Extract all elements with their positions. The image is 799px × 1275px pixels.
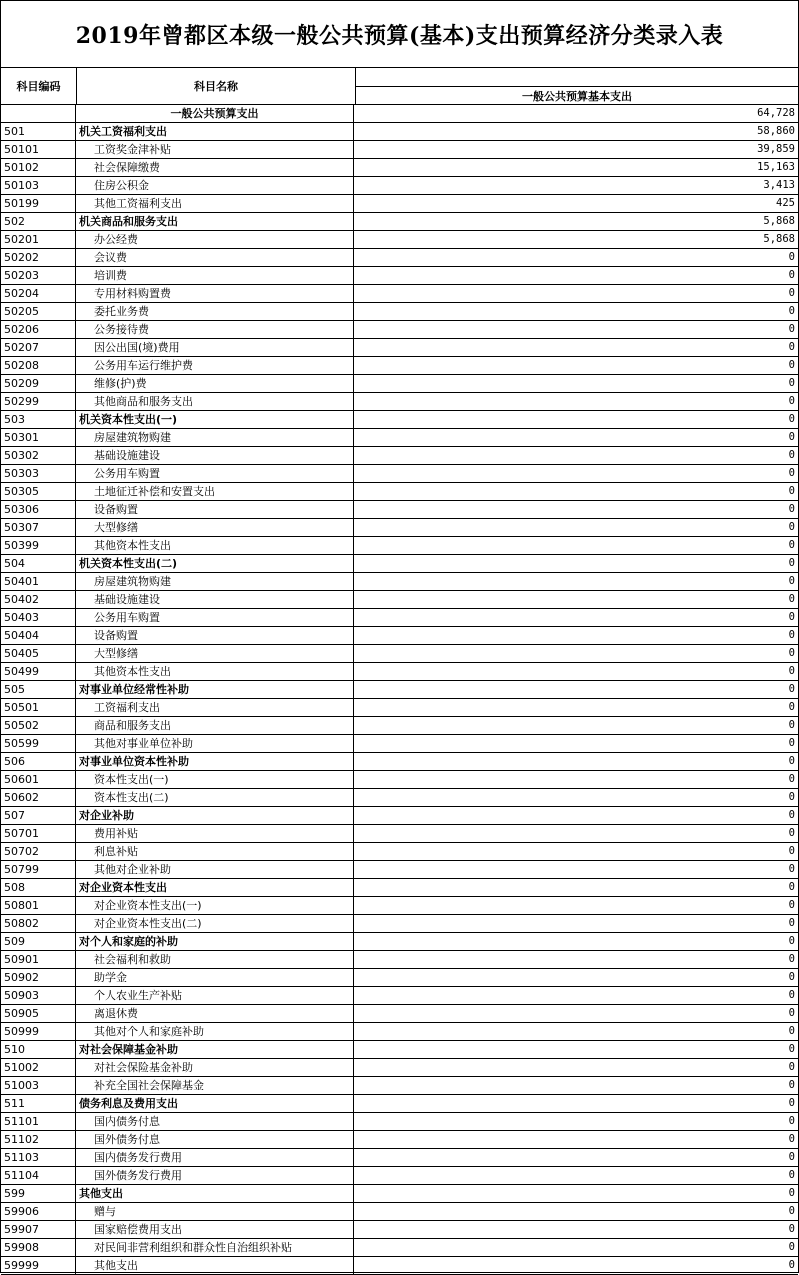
row-name: 利息补贴: [76, 843, 354, 860]
row-value: 0: [788, 629, 795, 641]
row-code: 50602: [1, 789, 76, 806]
table-row: [1, 231, 798, 249]
row-value: 0: [788, 809, 795, 821]
row-code: 50301: [1, 429, 76, 446]
row-code: 59999: [1, 1257, 76, 1274]
row-code: 50802: [1, 915, 76, 932]
table-row: [1, 645, 798, 663]
table-row: [1, 987, 798, 1005]
row-code: 50901: [1, 951, 76, 968]
row-value: 0: [788, 1115, 795, 1127]
table-row: [1, 843, 798, 861]
row-code: 50801: [1, 897, 76, 914]
row-name: 对企业补助: [76, 807, 354, 824]
row-value: 39,859: [757, 143, 795, 155]
table-row: [1, 789, 798, 807]
row-code: 50307: [1, 519, 76, 536]
row-name: 其他商品和服务支出: [76, 393, 354, 410]
row-value: 0: [788, 575, 795, 587]
row-name: 费用补贴: [76, 825, 354, 842]
table-row: [1, 285, 798, 303]
row-name: 国外债务发行费用: [76, 1167, 354, 1184]
table-row: [1, 1257, 798, 1275]
row-code: 511: [1, 1095, 76, 1112]
row-name: 对企业资本性支出(二): [76, 915, 354, 932]
table-row: [1, 519, 798, 537]
row-code: 599: [1, 1185, 76, 1202]
row-value: 0: [788, 863, 795, 875]
row-value: 0: [788, 971, 795, 983]
table-row: [1, 1113, 798, 1131]
row-code: 50903: [1, 987, 76, 1004]
row-name: 培训费: [76, 267, 354, 284]
row-name: 一般公共预算支出: [76, 105, 354, 122]
table-row: [1, 339, 798, 357]
table-row: [1, 681, 798, 699]
row-value: 64,728: [757, 107, 795, 119]
row-code: 50303: [1, 465, 76, 482]
table-row: [1, 933, 798, 951]
row-code: 50302: [1, 447, 76, 464]
row-name: 国家赔偿费用支出: [76, 1221, 354, 1238]
table-row: [1, 1203, 798, 1221]
row-value: 0: [788, 881, 795, 893]
table-row: [1, 609, 798, 627]
row-name: 对企业资本性支出: [76, 879, 354, 896]
row-value: 0: [788, 251, 795, 263]
row-code: 50905: [1, 1005, 76, 1022]
row-name: 其他工资福利支出: [76, 195, 354, 212]
row-value: 0: [788, 899, 795, 911]
row-value: 0: [788, 989, 795, 1001]
row-name: 机关商品和服务支出: [76, 213, 354, 230]
table-row: [1, 807, 798, 825]
header-name: 科目名称: [77, 68, 356, 104]
row-code: 50902: [1, 969, 76, 986]
row-name: 基础设施建设: [76, 591, 354, 608]
row-name: 其他支出: [76, 1185, 354, 1202]
row-name: 办公经费: [76, 231, 354, 248]
row-name: 公务接待费: [76, 321, 354, 338]
row-code: 59908: [1, 1239, 76, 1256]
table-row: [1, 537, 798, 555]
row-name: 对社会保险基金补助: [76, 1059, 354, 1076]
row-name: 国外债务付息: [76, 1131, 354, 1148]
row-code: 50206: [1, 321, 76, 338]
row-value: 0: [788, 413, 795, 425]
row-name: 个人农业生产补贴: [76, 987, 354, 1004]
row-name: 补充全国社会保障基金: [76, 1077, 354, 1094]
row-code: 50403: [1, 609, 76, 626]
row-code: 50103: [1, 177, 76, 194]
row-value: 0: [788, 557, 795, 569]
table-row: [1, 375, 798, 393]
row-value: 0: [788, 341, 795, 353]
table-row: [1, 213, 798, 231]
table-row: [1, 1005, 798, 1023]
row-name: 基础设施建设: [76, 447, 354, 464]
row-value: 425: [776, 197, 795, 209]
row-value: 0: [788, 917, 795, 929]
table-row: [1, 1167, 798, 1185]
row-value: 5,868: [763, 233, 795, 245]
row-value: 0: [788, 287, 795, 299]
header-code: 科目编码: [1, 68, 77, 104]
row-name: 公务用车运行维护费: [76, 357, 354, 374]
row-name: 因公出国(境)费用: [76, 339, 354, 356]
row-value: 0: [788, 1187, 795, 1199]
row-code: 50208: [1, 357, 76, 374]
table-row: [1, 591, 798, 609]
row-name: 房屋建筑物购建: [76, 573, 354, 590]
row-value: 5,868: [763, 215, 795, 227]
table-row: [1, 249, 798, 267]
table-row: [1, 879, 798, 897]
table-row: [1, 1149, 798, 1167]
row-value: 0: [788, 773, 795, 785]
row-name: 其他资本性支出: [76, 663, 354, 680]
table-row: [1, 699, 798, 717]
header-value-group: [356, 68, 798, 104]
row-value: 0: [788, 791, 795, 803]
table-row: [1, 267, 798, 285]
row-code: 50204: [1, 285, 76, 302]
row-code: 50799: [1, 861, 76, 878]
table-row: [1, 1239, 798, 1257]
row-code: 50399: [1, 537, 76, 554]
row-code: 51101: [1, 1113, 76, 1130]
row-code: 50209: [1, 375, 76, 392]
table-row: [1, 483, 798, 501]
row-name: 资本性支出(一): [76, 771, 354, 788]
row-code: 510: [1, 1041, 76, 1058]
row-value: 3,413: [763, 179, 795, 191]
title-row: [1, 1, 798, 68]
row-value: 0: [788, 719, 795, 731]
row-name: 其他对企业补助: [76, 861, 354, 878]
row-code: 51003: [1, 1077, 76, 1094]
row-code: 502: [1, 213, 76, 230]
table-row: [1, 123, 798, 141]
row-code: 51103: [1, 1149, 76, 1166]
row-code: 50402: [1, 591, 76, 608]
row-value: 0: [788, 269, 795, 281]
table-row: [1, 573, 798, 591]
row-value: 0: [788, 305, 795, 317]
row-value: 0: [788, 683, 795, 695]
row-name: 专用材料购置费: [76, 285, 354, 302]
row-code: 50999: [1, 1023, 76, 1040]
page-title: 2019年曾都区本级一般公共预算(基本)支出预算经济分类录入表: [75, 22, 724, 49]
row-code: 50102: [1, 159, 76, 176]
row-value: 0: [788, 755, 795, 767]
row-value: 0: [788, 539, 795, 551]
row-name: 资本性支出(二): [76, 789, 354, 806]
table-row: [1, 771, 798, 789]
row-name: 公务用车购置: [76, 465, 354, 482]
row-value: 0: [788, 845, 795, 857]
table-row: [1, 753, 798, 771]
row-name: 对个人和家庭的补助: [76, 933, 354, 950]
row-name: 债务利息及费用支出: [76, 1095, 354, 1112]
row-code: 504: [1, 555, 76, 572]
row-code: 50305: [1, 483, 76, 500]
row-name: 委托业务费: [76, 303, 354, 320]
row-value: 0: [788, 377, 795, 389]
table-row: [1, 861, 798, 879]
row-code: 509: [1, 933, 76, 950]
table-row: [1, 465, 798, 483]
row-code: 50405: [1, 645, 76, 662]
row-name: 对民间非营利组织和群众性自治组织补贴: [76, 1239, 354, 1256]
row-code: 50501: [1, 699, 76, 716]
row-value: 0: [788, 1205, 795, 1217]
row-value: 0: [788, 449, 795, 461]
row-name: 对社会保障基金补助: [76, 1041, 354, 1058]
row-code: 501: [1, 123, 76, 140]
row-value: 0: [788, 521, 795, 533]
row-name: 机关工资福利支出: [76, 123, 354, 140]
row-code: 50499: [1, 663, 76, 680]
row-name: 其他支出: [76, 1257, 354, 1274]
row-value: 0: [788, 1223, 795, 1235]
table-row: [1, 555, 798, 573]
table-row: [1, 321, 798, 339]
row-code: 505: [1, 681, 76, 698]
table-row: [1, 1059, 798, 1077]
row-name: 工资福利支出: [76, 699, 354, 716]
row-code: 506: [1, 753, 76, 770]
row-code: 50702: [1, 843, 76, 860]
row-name: 离退休费: [76, 1005, 354, 1022]
row-name: 住房公积金: [76, 177, 354, 194]
row-name: 工资奖金津补贴: [76, 141, 354, 158]
row-name: 助学金: [76, 969, 354, 986]
row-code: 51104: [1, 1167, 76, 1184]
row-code: 50203: [1, 267, 76, 284]
row-code: 507: [1, 807, 76, 824]
row-code: 59906: [1, 1203, 76, 1220]
table-row: [1, 897, 798, 915]
table-body: [1, 105, 798, 1275]
row-value: 0: [788, 1169, 795, 1181]
row-code: 50701: [1, 825, 76, 842]
table-row: [1, 735, 798, 753]
row-name: 土地征迁补偿和安置支出: [76, 483, 354, 500]
row-value: 0: [788, 701, 795, 713]
row-name: 对企业资本性支出(一): [76, 897, 354, 914]
table-row: [1, 1131, 798, 1149]
table-row: [1, 1023, 798, 1041]
row-name: 其他资本性支出: [76, 537, 354, 554]
row-name: 社会福利和救助: [76, 951, 354, 968]
table-row: [1, 393, 798, 411]
table-row: [1, 303, 798, 321]
row-code: 50199: [1, 195, 76, 212]
row-name: 国内债务发行费用: [76, 1149, 354, 1166]
row-value: 0: [788, 323, 795, 335]
row-name: 赠与: [76, 1203, 354, 1220]
row-code: 503: [1, 411, 76, 428]
row-value: 0: [788, 1061, 795, 1073]
row-code: 50207: [1, 339, 76, 356]
table-row: [1, 429, 798, 447]
table-row: [1, 159, 798, 177]
row-name: 大型修缮: [76, 519, 354, 536]
row-value: 0: [788, 647, 795, 659]
row-value: 0: [788, 1241, 795, 1253]
row-name: 维修(护)费: [76, 375, 354, 392]
table-row: [1, 105, 798, 123]
table-row: [1, 501, 798, 519]
row-code: 508: [1, 879, 76, 896]
table-row: [1, 1041, 798, 1059]
row-value: 58,860: [757, 125, 795, 137]
row-code: 50306: [1, 501, 76, 518]
table-row: [1, 177, 798, 195]
row-name: 对事业单位经常性补助: [76, 681, 354, 698]
row-name: 其他对事业单位补助: [76, 735, 354, 752]
row-code: 50299: [1, 393, 76, 410]
row-value: 0: [788, 935, 795, 947]
row-value: 0: [788, 1079, 795, 1091]
row-value: 0: [788, 431, 795, 443]
row-value: 0: [788, 611, 795, 623]
row-value: 0: [788, 485, 795, 497]
row-name: 其他对个人和家庭补助: [76, 1023, 354, 1040]
row-value: 0: [788, 1043, 795, 1055]
row-name: 房屋建筑物购建: [76, 429, 354, 446]
row-name: 大型修缮: [76, 645, 354, 662]
table-row: [1, 1185, 798, 1203]
row-name: 会议费: [76, 249, 354, 266]
row-value: 0: [788, 1151, 795, 1163]
row-code: 50502: [1, 717, 76, 734]
header-value: 一般公共预算基本支出: [522, 89, 632, 103]
row-name: 社会保障缴费: [76, 159, 354, 176]
row-code: 51002: [1, 1059, 76, 1076]
table-row: [1, 969, 798, 987]
table-row: [1, 915, 798, 933]
row-code: 51102: [1, 1131, 76, 1148]
row-code: 50205: [1, 303, 76, 320]
table-row: [1, 627, 798, 645]
row-value: 0: [788, 1097, 795, 1109]
table-row: [1, 663, 798, 681]
row-code: 59907: [1, 1221, 76, 1238]
table-row: [1, 357, 798, 375]
row-code: [1, 105, 76, 122]
row-name: 设备购置: [76, 501, 354, 518]
row-value: 0: [788, 593, 795, 605]
row-name: 对事业单位资本性补助: [76, 753, 354, 770]
row-value: 0: [788, 1259, 795, 1271]
row-value: 0: [788, 953, 795, 965]
row-value: 0: [788, 1133, 795, 1145]
table-row: [1, 1221, 798, 1239]
row-name: 商品和服务支出: [76, 717, 354, 734]
row-code: 50201: [1, 231, 76, 248]
row-value: 15,163: [757, 161, 795, 173]
row-code: 50202: [1, 249, 76, 266]
table-row: [1, 717, 798, 735]
row-code: 50599: [1, 735, 76, 752]
table-row: [1, 1077, 798, 1095]
table-row: [1, 141, 798, 159]
row-value: 0: [788, 359, 795, 371]
row-name: 机关资本性支出(一): [76, 411, 354, 428]
row-value: 0: [788, 503, 795, 515]
row-value: 0: [788, 467, 795, 479]
row-code: 50401: [1, 573, 76, 590]
table-row: [1, 411, 798, 429]
row-value: 0: [788, 395, 795, 407]
row-name: 公务用车购置: [76, 609, 354, 626]
row-code: 50404: [1, 627, 76, 644]
table-row: [1, 1095, 798, 1113]
row-value: 0: [788, 827, 795, 839]
table-row: [1, 825, 798, 843]
row-name: 机关资本性支出(二): [76, 555, 354, 572]
table-row: [1, 951, 798, 969]
table-header: [1, 68, 798, 105]
table-row: [1, 447, 798, 465]
row-code: 50101: [1, 141, 76, 158]
row-name: 国内债务付息: [76, 1113, 354, 1130]
row-value: 0: [788, 1025, 795, 1037]
row-value: 0: [788, 1007, 795, 1019]
header-value-top: [356, 68, 798, 87]
row-value: 0: [788, 737, 795, 749]
table-row: [1, 195, 798, 213]
row-value: 0: [788, 665, 795, 677]
row-name: 设备购置: [76, 627, 354, 644]
row-code: 50601: [1, 771, 76, 788]
